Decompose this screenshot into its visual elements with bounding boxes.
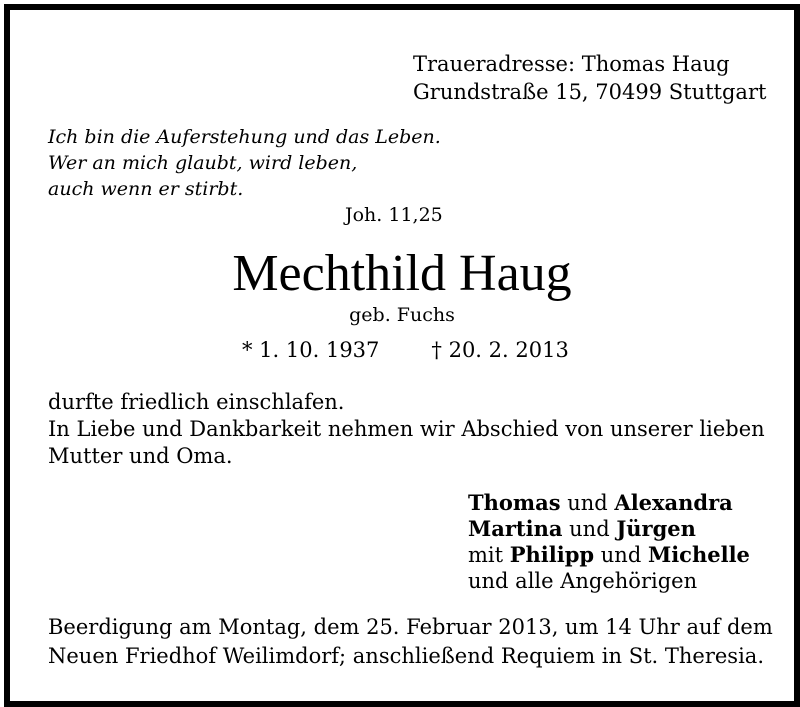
signature-name: Jürgen <box>616 516 696 541</box>
verse-line-1: Ich bin die Auferstehung und das Leben. <box>48 126 441 148</box>
signature-name: Philipp <box>509 542 595 567</box>
verse-line-3: auch wenn er stirbt. <box>48 178 244 200</box>
funeral-details <box>48 613 773 671</box>
birth-name: geb. Fuchs <box>349 304 455 326</box>
deceased-name: Mechthild Haug <box>232 245 572 302</box>
signature-name: Thomas <box>468 490 561 515</box>
bible-verse <box>48 124 441 202</box>
death-date: † 20. 2. 2013 <box>431 338 569 362</box>
farewell-message <box>48 389 765 470</box>
obituary-frame <box>4 4 800 707</box>
signature-row-4: und alle Angehörigen <box>468 569 698 593</box>
message-line-1: durfte friedlich einschlafen. <box>48 390 345 414</box>
address-street: Grundstraße 15, 70499 Stuttgart <box>413 80 767 104</box>
signature-name: Alexandra <box>614 490 733 515</box>
signature-joiner: und <box>594 543 648 567</box>
signature-row-1 <box>468 490 750 516</box>
signature-joiner: und <box>562 517 617 541</box>
message-line-3: Mutter und Oma. <box>48 444 233 468</box>
signature-name: Martina <box>468 516 563 541</box>
signature-joiner: und <box>560 491 615 515</box>
birth-date: * 1. 10. 1937 <box>242 338 380 362</box>
signature-prefix: mit <box>468 543 510 567</box>
mourning-address <box>413 50 766 106</box>
message-line-2: In Liebe und Dankbarkeit nehmen wir Abschied von unserer lieben <box>48 417 765 441</box>
address-contact: Traueradresse: Thomas Haug <box>413 52 730 76</box>
life-dates <box>242 337 569 363</box>
signature-row-3 <box>468 542 750 568</box>
verse-reference: Joh. 11,25 <box>345 204 443 226</box>
signature-name: Michelle <box>647 542 750 567</box>
funeral-line-1: Beerdigung am Montag, dem 25. Februar 2013, um 14 Uhr auf dem <box>48 615 773 639</box>
signature-row-2 <box>468 516 750 542</box>
verse-line-2: Wer an mich glaubt, wird leben, <box>48 152 358 174</box>
obituary-content <box>10 10 794 701</box>
mourners-signature <box>468 490 750 594</box>
funeral-line-2: Neuen Friedhof Weilimdorf; anschließend Requiem in St. Theresia. <box>48 644 764 668</box>
